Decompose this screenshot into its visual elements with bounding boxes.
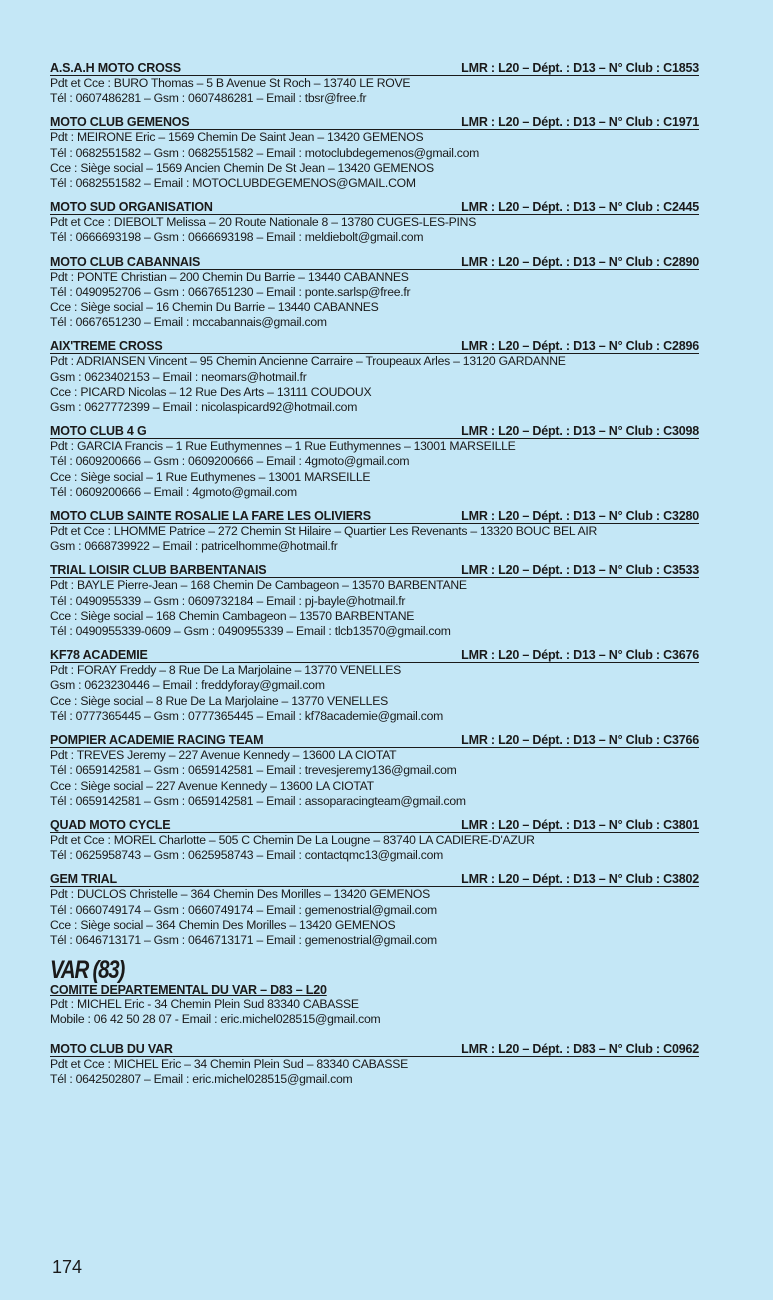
club-reference: LMR : L20 – Dépt. : D13 – N° Club : C3098 xyxy=(461,424,699,439)
club-name: AIX'TREME CROSS xyxy=(50,339,163,354)
club-name: MOTO CLUB DU VAR xyxy=(50,1041,173,1056)
club-contact-line: Cce : Siège social – 8 Rue De La Marjolaine – 13770 VENELLES xyxy=(50,693,388,708)
club-contact-line: Cce : Siège social – 16 Chemin Du Barrie – 13440 CABANNES xyxy=(50,300,379,315)
club-entry xyxy=(50,255,699,331)
club-contact-line: Cce : Siège social – 1569 Ancien Chemin De St Jean – 13420 GEMENOS xyxy=(50,160,434,175)
committee-line: Mobile : 06 42 50 28 07 - Email : eric.michel028515@gmail.com xyxy=(50,1012,381,1027)
club-contact-line: Cce : Siège social – 168 Chemin Cambageon – 13570 BARBENTANE xyxy=(50,608,415,623)
club-header xyxy=(50,648,699,663)
club-contact-line: Pdt : DUCLOS Christelle – 364 Chemin Des Morilles – 13420 GEMENOS xyxy=(50,887,430,902)
club-entry xyxy=(50,648,699,724)
club-contact-line: Pdt et Cce : MOREL Charlotte – 505 C Chemin De La Lougne – 83740 LA CADIERE-D'AZUR xyxy=(50,832,535,847)
club-header xyxy=(50,733,699,748)
club-contact-line: Tél : 0490955339-0609 – Gsm : 0490955339 – Email : tlcb13570@gmail.com xyxy=(50,624,451,639)
club-reference: LMR : L20 – Dépt. : D13 – N° Club : C3802 xyxy=(461,872,699,887)
club-contact-line: Pdt et Cce : BURO Thomas – 5 B Avenue St Roch – 13740 LE ROVE xyxy=(50,76,411,90)
club-contact-line: Pdt et Cce : MICHEL Eric – 34 Chemin Plein Sud – 83340 CABASSE xyxy=(50,1056,408,1071)
club-contact-line: Tél : 0609200666 – Email : 4gmoto@gmail.com xyxy=(50,484,297,499)
club-reference: LMR : L20 – Dépt. : D13 – N° Club : C2890 xyxy=(461,254,699,269)
club-contact-line: Pdt : TREVES Jeremy – 227 Avenue Kennedy – 13600 LA CIOTAT xyxy=(50,748,397,763)
club-contact-line: Tél : 0642502807 – Email : eric.michel028515@gmail.com xyxy=(50,1071,353,1086)
club-contact-line: Tél : 0659142581 – Gsm : 0659142581 – Email : assoparacingteam@gmail.com xyxy=(50,793,466,808)
club-contact-line: Tél : 0490952706 – Gsm : 0667651230 – Email : ponte.sarlsp@free.fr xyxy=(50,284,411,299)
club-reference: LMR : L20 – Dépt. : D13 – N° Club : C3533 xyxy=(461,563,699,578)
club-entry xyxy=(50,1042,699,1087)
directory-page xyxy=(50,61,699,1096)
club-contact-line: Gsm : 0623402153 – Email : neomars@hotmail.fr xyxy=(50,369,307,384)
committee-line: Pdt : MICHEL Eric - 34 Chemin Plein Sud 83340 CABASSE xyxy=(50,997,359,1012)
club-name: MOTO CLUB SAINTE ROSALIE LA FARE LES OLIVIERS xyxy=(50,509,371,524)
club-contact-line: Tél : 0777365445 – Gsm : 0777365445 – Email : kf78academie@gmail.com xyxy=(50,708,444,723)
club-name: A.S.A.H MOTO CROSS xyxy=(50,61,181,75)
club-contact-line: Tél : 0682551582 – Gsm : 0682551582 – Email : motoclubdegemenos@gmail.com xyxy=(50,145,480,160)
club-name: KF78 ACADEMIE xyxy=(50,648,148,663)
club-reference: LMR : L20 – Dépt. : D83 – N° Club : C0962 xyxy=(461,1041,699,1056)
club-contact-line: Cce : Siège social – 227 Avenue Kennedy – 13600 LA CIOTAT xyxy=(50,778,374,793)
club-header xyxy=(50,61,699,76)
club-reference: LMR : L20 – Dépt. : D13 – N° Club : C3801 xyxy=(461,817,699,832)
club-name: MOTO SUD ORGANISATION xyxy=(50,200,213,215)
club-name: MOTO CLUB GEMENOS xyxy=(50,115,190,130)
club-header xyxy=(50,115,699,130)
club-name: GEM TRIAL xyxy=(50,872,117,887)
club-contact-line: Pdt : GARCIA Francis – 1 Rue Euthymennes – 1 Rue Euthymennes – 13001 MARSEILLE xyxy=(50,439,516,454)
club-name: QUAD MOTO CYCLE xyxy=(50,817,171,832)
club-name: MOTO CLUB 4 G xyxy=(50,424,147,439)
club-contact-line: Tél : 0682551582 – Email : MOTOCLUBDEGEMENOS@GMAIL.COM xyxy=(50,176,416,191)
club-entry xyxy=(50,563,699,639)
club-contact-line: Tél : 0659142581 – Gsm : 0659142581 – Email : trevesjeremy136@gmail.com xyxy=(50,763,457,778)
club-reference: LMR : L20 – Dépt. : D13 – N° Club : C1853 xyxy=(461,61,699,75)
club-header xyxy=(50,872,699,887)
club-header xyxy=(50,509,699,524)
club-header xyxy=(50,339,699,354)
club-contact-line: Cce : Siège social – 1 Rue Euthymenes – 13001 MARSEILLE xyxy=(50,469,371,484)
club-reference: LMR : L20 – Dépt. : D13 – N° Club : C2896 xyxy=(461,339,699,354)
club-contact-line: Pdt et Cce : DIEBOLT Melissa – 20 Route Nationale 8 – 13780 CUGES-LES-PINS xyxy=(50,215,477,230)
club-contact-line: Cce : Siège social – 364 Chemin Des Morilles – 13420 GEMENOS xyxy=(50,917,396,932)
club-entry xyxy=(50,509,699,554)
club-contact-line: Pdt : MEIRONE Eric – 1569 Chemin De Saint Jean – 13420 GEMENOS xyxy=(50,130,424,145)
club-reference: LMR : L20 – Dépt. : D13 – N° Club : C1971 xyxy=(461,115,699,130)
club-contact-line: Tél : 0646713171 – Gsm : 0646713171 – Email : gemenostrial@gmail.com xyxy=(50,932,437,947)
club-list-bouches-du-rhone xyxy=(50,61,699,948)
club-entry xyxy=(50,872,699,948)
club-contact-line: Tél : 0625958743 – Gsm : 0625958743 – Email : contactqmc13@gmail.com xyxy=(50,848,444,863)
club-name: POMPIER ACADEMIE RACING TEAM xyxy=(50,733,264,748)
club-header xyxy=(50,563,699,578)
club-contact-line: Cce : PICARD Nicolas – 12 Rue Des Arts – 13111 COUDOUX xyxy=(50,384,372,399)
club-list-var xyxy=(50,1042,699,1087)
club-contact-line: Pdt : ADRIANSEN Vincent – 95 Chemin Ancienne Carraire – Troupeaux Arles – 13120 GARDANNE xyxy=(50,354,566,369)
club-header xyxy=(50,818,699,833)
club-contact-line: Tél : 0607486281 – Gsm : 0607486281 – Email : tbsr@free.fr xyxy=(50,91,367,106)
club-header xyxy=(50,1042,699,1057)
club-entry xyxy=(50,733,699,809)
club-name: TRIAL LOISIR CLUB BARBENTANAIS xyxy=(50,563,267,578)
club-entry xyxy=(50,339,699,415)
club-reference: LMR : L20 – Dépt. : D13 – N° Club : C3766 xyxy=(461,733,699,748)
club-reference: LMR : L20 – Dépt. : D13 – N° Club : C2445 xyxy=(461,200,699,215)
club-entry xyxy=(50,61,699,106)
club-header xyxy=(50,200,699,215)
club-contact-line: Tél : 0667651230 – Email : mccabannais@gmail.com xyxy=(50,315,327,330)
club-entry xyxy=(50,115,699,191)
club-name: MOTO CLUB CABANNAIS xyxy=(50,254,201,269)
club-contact-line: Tél : 0609200666 – Gsm : 0609200666 – Email : 4gmoto@gmail.com xyxy=(50,454,410,469)
club-contact-line: Gsm : 0623230446 – Email : freddyforay@gmail.com xyxy=(50,678,325,693)
committee-entry xyxy=(50,983,699,1027)
committee-name: COMITE DEPARTEMENTAL DU VAR – D83 – L20 xyxy=(50,983,327,998)
region-heading: VAR (83) xyxy=(50,956,125,985)
club-contact-line: Gsm : 0668739922 – Email : patricelhomme@hotmail.fr xyxy=(50,539,338,554)
club-header xyxy=(50,424,699,439)
club-entry xyxy=(50,818,699,863)
club-contact-line: Pdt : BAYLE Pierre-Jean – 168 Chemin De Cambageon – 13570 BARBENTANE xyxy=(50,578,467,593)
club-contact-line: Gsm : 0627772399 – Email : nicolaspicard92@hotmail.com xyxy=(50,400,358,415)
club-contact-line: Pdt : PONTE Christian – 200 Chemin Du Barrie – 13440 CABANNES xyxy=(50,269,409,284)
club-entry xyxy=(50,200,699,245)
club-contact-line: Tél : 0490955339 – Gsm : 0609732184 – Email : pj-bayle@hotmail.fr xyxy=(50,593,406,608)
club-contact-line: Tél : 0660749174 – Gsm : 0660749174 – Email : gemenostrial@gmail.com xyxy=(50,902,437,917)
club-header xyxy=(50,255,699,270)
club-reference: LMR : L20 – Dépt. : D13 – N° Club : C3676 xyxy=(461,648,699,663)
club-entry xyxy=(50,424,699,500)
club-reference: LMR : L20 – Dépt. : D13 – N° Club : C3280 xyxy=(461,509,699,524)
page-number: 174 xyxy=(52,1257,83,1277)
club-contact-line: Tél : 0666693198 – Gsm : 0666693198 – Email : meldiebolt@gmail.com xyxy=(50,230,424,245)
club-contact-line: Pdt : FORAY Freddy – 8 Rue De La Marjolaine – 13770 VENELLES xyxy=(50,663,402,678)
club-contact-line: Pdt et Cce : LHOMME Patrice – 272 Chemin St Hilaire – Quartier Les Revenants – 13320 BOUC BEL AIR xyxy=(50,524,598,539)
